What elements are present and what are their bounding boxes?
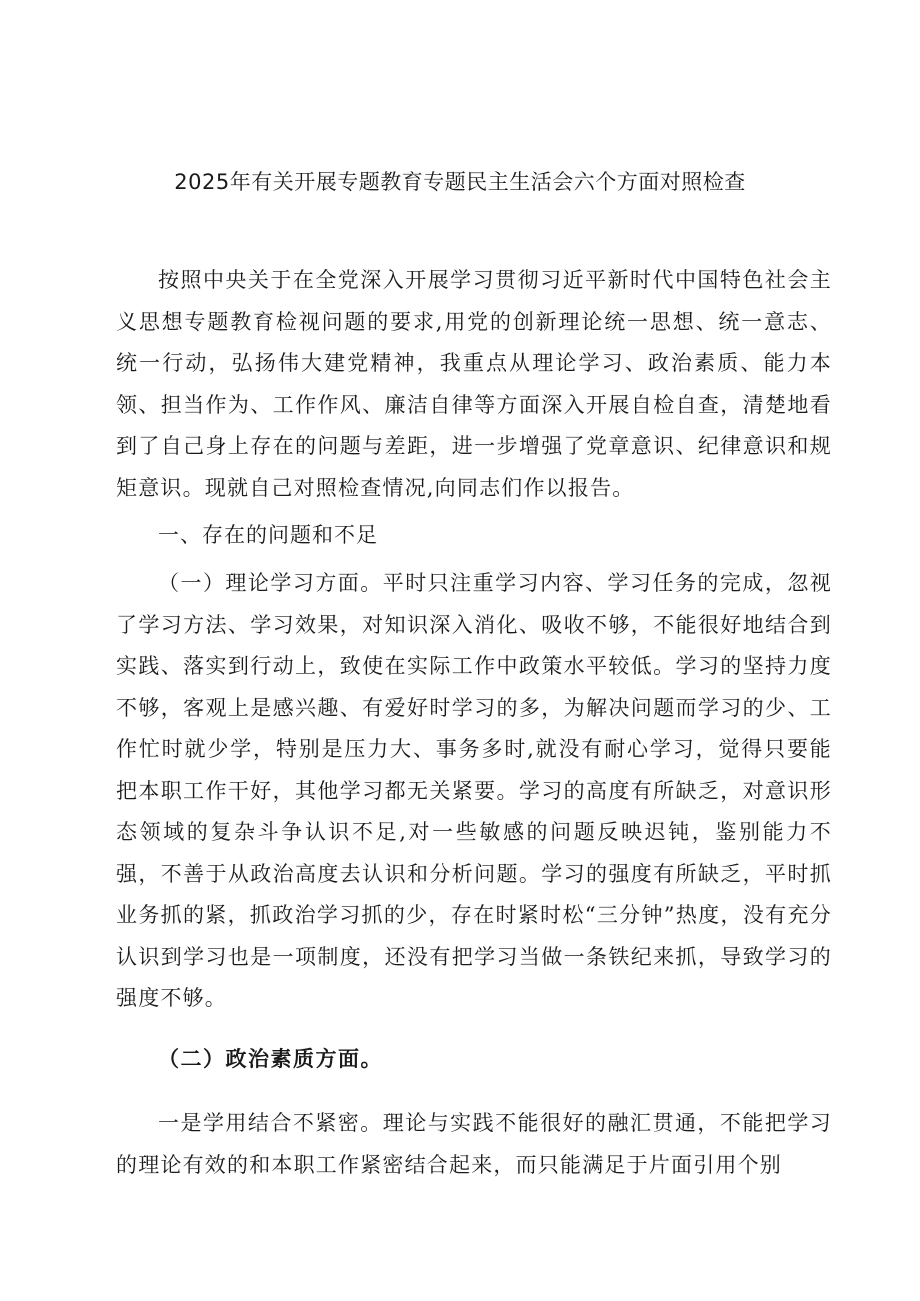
intro-paragraph: 按照中央关于在全党深入开展学习贯彻习近平新时代中国特色社会主义思想专题教育检视问题的要求,用党的创新理论统一思想、统一意志、统一行动，弘扬伟大建党精神，我重点从理论学习、政治素质、能力本领、担当作为、工作作风、廉洁自律等方面深入开展自检自查，清楚地看到了自己身上存在的问题与差距，进一步增强了党章意识、纪律意识和规矩意识。现就自己对照检查情况,向同志们作以报告。 (116, 268, 832, 500)
document-title: 2025年有关开展专题教育专题民主生活会六个方面对照检查 (174, 170, 746, 194)
subsection-theory-paragraph: （一）理论学习方面。平时只注重学习内容、学习任务的完成，忽视了学习方法、学习效果，对知识深入消化、吸收不够，不能很好地结合到实践、落实到行动上，致使在实际工作中政策水平较低。学习的坚持力度不够，客观上是感兴趣、有爱好时学习的多，为解决问题而学习的少、工作忙时就少学，特别是压力大、事务多时,就没有耐心学习，觉得只要能把本职工作干好，其他学习都无关紧要。学习的高度有所缺乏，对意识形态领域的复杂斗争认识不足,对一些敏感的问题反映迟钝，鉴别能力不强，不善于从政治高度去认识和分析问题。学习的强度有所缺乏，平时抓业务抓的紧，抓政治学习抓的少，存在时紧时松“三分钟”热度，没有充分认识到学习也是一项制度，还没有把学习当做一条铁纪来抓，导致学习的强度不够。 (116, 571, 832, 1010)
point-one-paragraph: 一是学用结合不紧密。理论与实践不能很好的融汇贯通，不能把学习的理论有效的和本职工作紧密结合起来，而只能满足于片面引用个别 (116, 1111, 832, 1177)
subsection-heading-political: （二）政治素质方面。 (158, 1046, 383, 1071)
section-heading-issues: 一、存在的问题和不足 (158, 523, 378, 547)
